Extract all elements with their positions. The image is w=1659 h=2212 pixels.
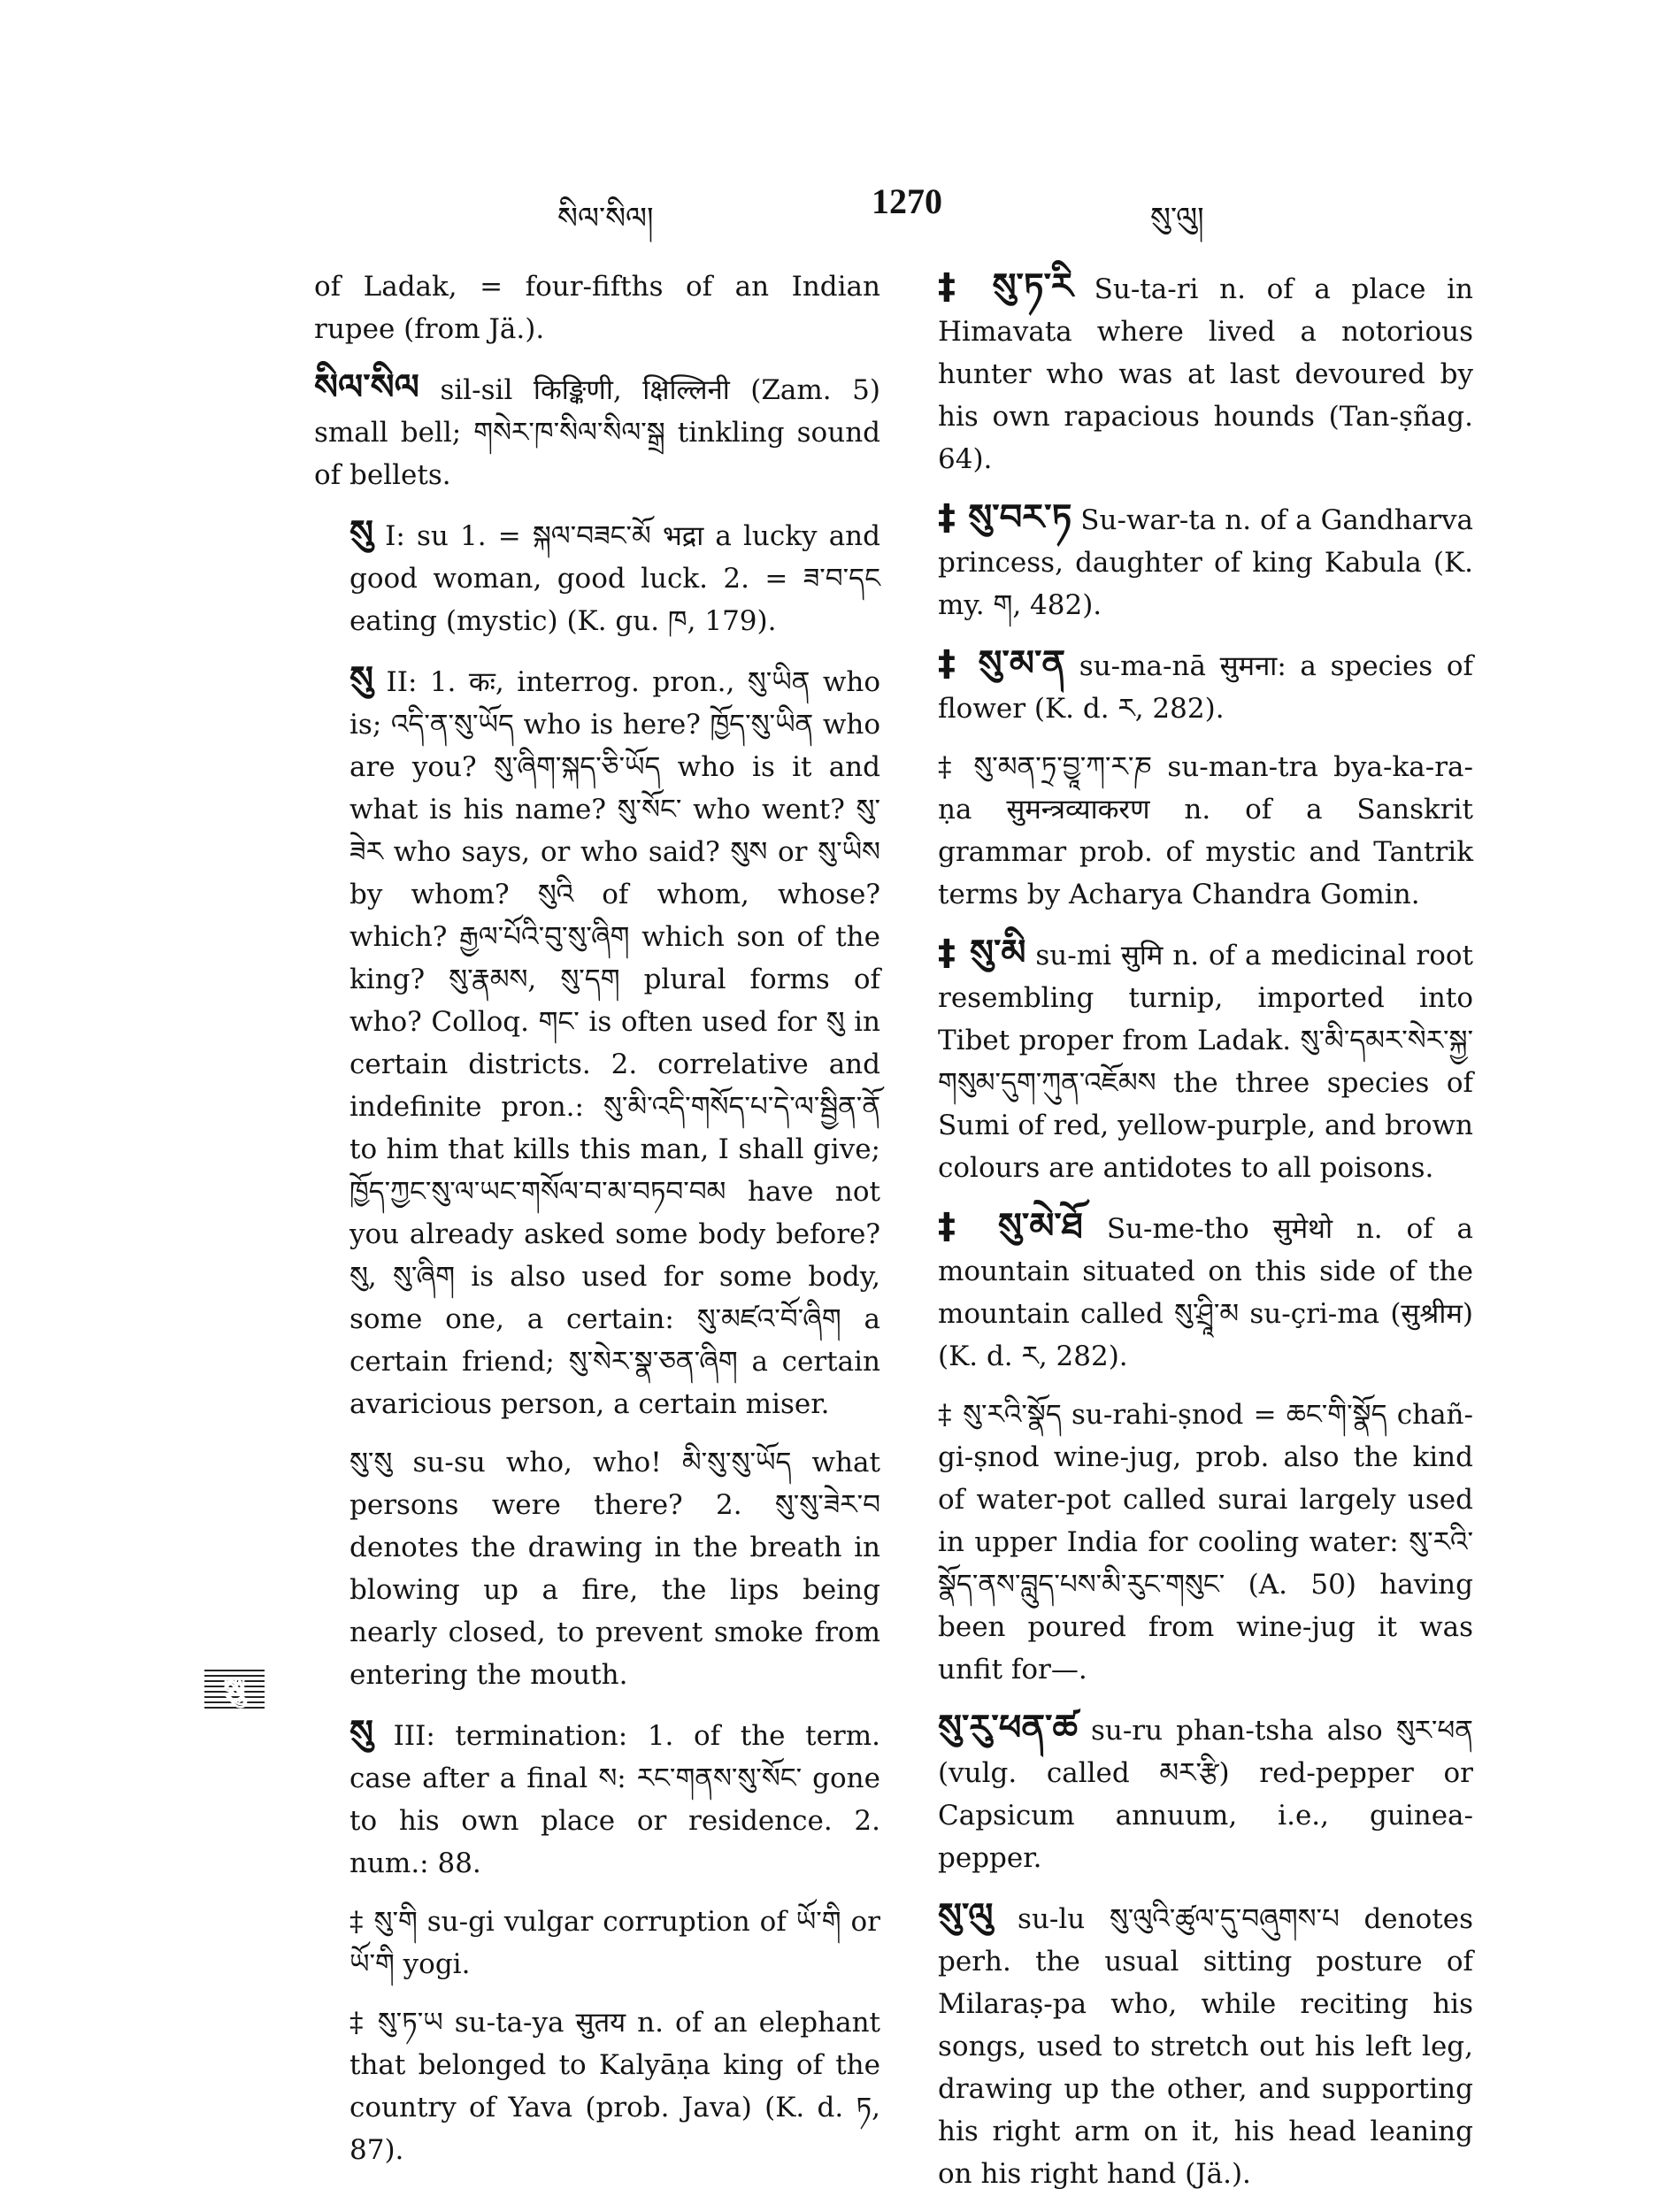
entry-text: Su-me-tho सुमेथो n. of a mountain situated on this side of the mountain called སུ་ཤྲཱི་མ su-çri-ma (सुश्रीम) (K. d. ར, 282).: [938, 1213, 1473, 1372]
entry-su-2: [314, 658, 880, 1425]
entry-su-ta-ya: [314, 2001, 880, 2171]
right-guide-word: སུ་ལུ།: [1150, 201, 1204, 236]
thumb-index-letter: སུ: [223, 1672, 246, 1709]
entry-su-gi: [314, 1901, 880, 1985]
entry-su-war-ta: [902, 496, 1473, 626]
headword: ‡ སུ་ཏ་རི: [938, 266, 1073, 307]
left-column: [314, 265, 880, 2187]
entry-su-3: [314, 1712, 880, 1885]
headword: ‡ སུ་མ་ན: [938, 643, 1066, 684]
entry-text: ‡ སུ་གི su-gi vulgar corruption of ཡོ་གི or ཡོ་གི yogi.: [349, 1906, 880, 1980]
entry-su-me-tho: [902, 1205, 1473, 1378]
entry-text: of Ladak, = four-fifths of an Indian rupee (from Jä.).: [314, 271, 880, 345]
entry-text: ‡ སུ་ཏ་ཡ su-ta-ya सुतय n. of an elephant that belonged to Kalyāṇa king of the country of Yava (prob. Java) (K. d. ཏ, 87).: [349, 2007, 880, 2166]
left-guide-word: སིལ་སིལ།: [557, 201, 654, 236]
entry-su-rahi-snod: [902, 1394, 1473, 1691]
thumb-index: [199, 1662, 270, 1715]
entry-su-ta-ri: [902, 265, 1473, 480]
entry-text: ‡ སུ་རའི་སྣོད su-rahi-ṣnod = ཆང་གི་སྣོད chañ-gi-ṣnod wine-jug, prob. also the kind of water-pot called surai largely used in upper India for cooling water: སུ་རའི་སྣོད་ནས་བླུད་པས་མི་རུང་གསུང་ (A. 50) having been poured from wine-jug it was unfit for—.: [938, 1399, 1473, 1686]
headword: ‡ སུ་མི: [938, 933, 1026, 973]
entry-sil-sil: [314, 366, 880, 496]
entry-text: III: termination: 1. of the term. case after a final ས: རང་གནས་སུ་སོང་ gone to his own place or residence. 2. num.: 88.: [349, 1720, 880, 1879]
headword: སིལ་སིལ: [314, 367, 419, 408]
entry-text: II: 1. कः, interrog. pron., སུ་ཡིན who is; འདི་ན་སུ་ཡོད who is here? ཁྱོད་སུ་ཡིན who are you? སུ་ཞིག་སྐད་ཅི་ཡོད who is it and what is his name? སུ་སོང་ who went? སུ་ཟེར who says, or who said? སུས or སུ་ཡིས by whom? སུའི of whom, whose? which? རྒྱལ་པོའི་བུ་སུ་ཞིག which son of the king? སུ་རྣམས, སུ་དག plural forms of who? Colloq. གང་ is often used for སུ in certain districts. 2. correlative and indefinite pron.: སུ་མི་འདི་གསོད་པ་དེ་ལ་སྦྱིན་ནོ to him that kills this man, I shall give; ཁྱོད་ཀྱང་སུ་ལ་ཡང་གསོལ་བ་མ་བཏབ་བམ have not you already asked some body before? སུ, སུ་ཞིག is also used for some body, some one, a certain: སུ་མཛའ་བོ་ཞིག a certain friend; སུ་སེར་སྣ་ཅན་ཞིག a certain avaricious person, a certain miser.: [349, 666, 880, 1420]
entry-text: ‡ སུ་མན་ཏྲ་བྱཱ་ཀ་ར་ཎ su-man-tra bya-ka-ra-ṇa सुमन्त्रव्याकरण n. of a Sanskrit grammar prob. of mystic and Tantrik terms by Acharya Chandra Gomin.: [938, 751, 1473, 910]
entry-su-lu: [902, 1895, 1473, 2195]
entry-su-ma-na: [902, 642, 1473, 730]
headword: སུ་ལུ: [938, 1896, 994, 1937]
headword: ‡ སུ་མེ་ཐོ: [938, 1206, 1083, 1247]
entry-text: su-lu སུ་ལུའི་ཚུལ་དུ་བཞུགས་པ denotes perh. the usual sitting posture of Milaraṣ-pa who, while reciting his songs, used to stretch out his left leg, drawing up the other, and supporting his right arm on it, his head leaning on his right hand (Jä.).: [938, 1903, 1473, 2190]
headword: སུ་རུ་ཕན་ཚ: [938, 1708, 1078, 1748]
entry-su-ru-phan-tsha: [902, 1707, 1473, 1879]
entry-text: I: su 1. = སྐལ་བཟང་མོ भद्रा a lucky and good woman, good luck. 2. = ཟ་བ་དང eating (mystic) (K. gu. ཁ, 179).: [349, 520, 880, 637]
entry-text: su-ru phan-tsha also སུར་ཕན (vulg. called མར་རྩི) red-pepper or Capsicum annuum, i.e., guinea-pepper.: [938, 1715, 1473, 1874]
entry-su-man-tra: [902, 746, 1473, 916]
page-number: 1270: [872, 181, 942, 221]
entry-text: སུ་སུ su-su who, who! མི་སུ་སུ་ཡོད what persons were there? 2. སུ་སུ་ཟེར་བ denotes the drawing in the breath in blowing up a fire, the lips being nearly closed, to prevent smoke from entering the mouth.: [349, 1447, 880, 1691]
entry-su-1: [314, 512, 880, 642]
entry-su-mi: [902, 932, 1473, 1189]
entry-text: su-ma-nā सुमना: a species of flower (K. d. ར, 282).: [938, 650, 1473, 725]
headword: སུ: [349, 513, 373, 554]
entry-text: sil-sil किङ्किणी, क्षिल्लिनी (Zam. 5) small bell; གསེར་ཁ་སིལ་སིལ་སྒྲ tinkling sound of bellets.: [314, 374, 881, 491]
headword: སུ: [349, 1713, 373, 1754]
entry-text: Su-ta-ri n. of a place in Himavata where lived a notorious hunter who was at last devoured by his own rapacious hounds (Tan-ṣñag. 64).: [938, 273, 1473, 475]
entry-text: Su-war-ta n. of a Gandharva princess, daughter of king Kabula (K. my. ག, 482).: [938, 504, 1473, 621]
entry-continuation: [314, 265, 880, 350]
headword: སུ: [349, 659, 373, 700]
right-column: [902, 265, 1473, 2211]
thumb-index-mark: [199, 1662, 270, 1715]
entry-su-su: [314, 1441, 880, 1696]
headword: ‡ སུ་བར་ཏ: [938, 497, 1072, 538]
entry-text: su-mi सुमि n. of a medicinal root resembling turnip, imported into Tibet proper from Ladak. སུ་མི་དམར་སེར་སྐྱ་གསུམ་དུག་ཀུན་འཇོམས the three species of Sumi of red, yellow-purple, and brown colours are antidotes to all poisons.: [938, 940, 1474, 1184]
page-header: [0, 181, 1659, 237]
